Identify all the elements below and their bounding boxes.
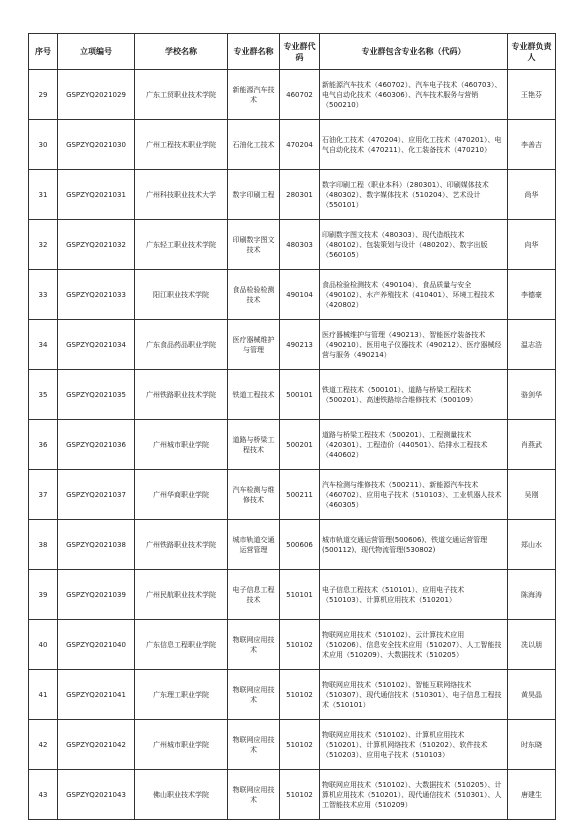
group-code: 490104 bbox=[280, 270, 320, 320]
project-id: GSPZYQ2021037 bbox=[58, 470, 135, 520]
row-number: 31 bbox=[29, 170, 58, 220]
group-name: 城市轨道交通运营管理 bbox=[228, 520, 280, 570]
project-id: GSPZYQ2021034 bbox=[58, 320, 135, 370]
project-id: GSPZYQ2021035 bbox=[58, 370, 135, 420]
majors-list: 数字印刷工程（职业本科）（280301）、印刷媒体技术（480302）、数字媒体技术（510204）、艺术设计（550101） bbox=[320, 170, 508, 220]
majors-list: 物联网应用技术（510102）、云计算技术应用（510206）、信息安全技术应用（510207）、人工智能技术应用（510209）、大数据技术（510205） bbox=[320, 620, 508, 670]
row-number: 37 bbox=[29, 470, 58, 520]
group-code: 490213 bbox=[280, 320, 320, 370]
row-number: 29 bbox=[29, 70, 58, 120]
group-leader: 陈海涛 bbox=[508, 570, 556, 620]
group-name: 石油化工技术 bbox=[228, 120, 280, 170]
group-leader: 向华 bbox=[508, 220, 556, 270]
header-majors: 专业群包含专业名称（代码） bbox=[320, 34, 508, 70]
group-name: 汽车检测与维修技术 bbox=[228, 470, 280, 520]
table-row bbox=[29, 320, 556, 370]
header-no: 序号 bbox=[29, 34, 58, 70]
row-number: 36 bbox=[29, 420, 58, 470]
group-leader: 李德豪 bbox=[508, 270, 556, 320]
school-name: 广州工程技术职业学院 bbox=[135, 120, 228, 170]
group-leader: 唐建生 bbox=[508, 770, 556, 820]
majors-list: 物联网应用技术（510102）、智能互联网络技术（510307）、现代通信技术（510301）、电子信息工程技术（510101） bbox=[320, 670, 508, 720]
project-id: GSPZYQ2021036 bbox=[58, 420, 135, 470]
table-row bbox=[29, 620, 556, 670]
group-name: 道路与桥梁工程技术 bbox=[228, 420, 280, 470]
group-code: 500211 bbox=[280, 470, 320, 520]
group-code: 510102 bbox=[280, 670, 320, 720]
project-id: GSPZYQ2021042 bbox=[58, 720, 135, 770]
school-name: 广东轻工职业技术学院 bbox=[135, 220, 228, 270]
majors-list: 物联网应用技术（510102）、计算机应用技术（510201）、计算机网络技术（510202）、软件技术（510203）、应用电子技术（510103） bbox=[320, 720, 508, 770]
group-code: 510102 bbox=[280, 770, 320, 820]
majors-list: 汽车检测与维修技术（500211）、新能源汽车技术（460702）、应用电子技术（510103）、工业机器人技术（460305） bbox=[320, 470, 508, 520]
table-row bbox=[29, 370, 556, 420]
group-code: 510102 bbox=[280, 720, 320, 770]
project-id: GSPZYQ2021030 bbox=[58, 120, 135, 170]
row-number: 42 bbox=[29, 720, 58, 770]
majors-list: 新能源汽车技术（460702）、汽车电子技术（460703）、电气自动化技术（460306）、汽车技术服务与营销（500210） bbox=[320, 70, 508, 120]
majors-list: 铁道工程技术（500101）、道路与桥梁工程技术（500201）、高速铁路综合维修技术（500109） bbox=[320, 370, 508, 420]
majors-list: 城市轨道交通运营管理(500606)、铁道交通运营管理(500112)、现代物流管理(530802) bbox=[320, 520, 508, 570]
row-number: 34 bbox=[29, 320, 58, 370]
group-code: 500101 bbox=[280, 370, 320, 420]
project-id: GSPZYQ2021041 bbox=[58, 670, 135, 720]
school-name: 广州铁路职业技术学院 bbox=[135, 370, 228, 420]
group-name: 物联网应用技术 bbox=[228, 620, 280, 670]
table-row bbox=[29, 570, 556, 620]
table-row bbox=[29, 420, 556, 470]
project-id: GSPZYQ2021031 bbox=[58, 170, 135, 220]
table-row bbox=[29, 120, 556, 170]
group-name: 物联网应用技术 bbox=[228, 670, 280, 720]
project-id: GSPZYQ2021029 bbox=[58, 70, 135, 120]
group-leader: 王艳芬 bbox=[508, 70, 556, 120]
group-code: 280301 bbox=[280, 170, 320, 220]
group-leader: 温志浩 bbox=[508, 320, 556, 370]
project-id: GSPZYQ2021039 bbox=[58, 570, 135, 620]
row-number: 38 bbox=[29, 520, 58, 570]
school-name: 广东理工职业学院 bbox=[135, 670, 228, 720]
school-name: 广州铁路职业技术学院 bbox=[135, 520, 228, 570]
majors-list: 石油化工技术（470204）、应用化工技术（470201）、电气自动化技术（470211）、化工装备技术（470210） bbox=[320, 120, 508, 170]
row-number: 30 bbox=[29, 120, 58, 170]
school-name: 广东信息工程职业学院 bbox=[135, 620, 228, 670]
school-name: 广州城市职业学院 bbox=[135, 720, 228, 770]
group-code: 460702 bbox=[280, 70, 320, 120]
project-id: GSPZYQ2021043 bbox=[58, 770, 135, 820]
row-number: 33 bbox=[29, 270, 58, 320]
majors-list: 电子信息工程技术（510101）、应用电子技术（510103）、计算机应用技术（510201） bbox=[320, 570, 508, 620]
row-number: 40 bbox=[29, 620, 58, 670]
group-leader: 骆剑华 bbox=[508, 370, 556, 420]
group-name: 数字印刷工程 bbox=[228, 170, 280, 220]
row-number: 32 bbox=[29, 220, 58, 270]
table-row bbox=[29, 270, 556, 320]
header-project-id: 立项编号 bbox=[58, 34, 135, 70]
majors-list: 医疗器械维护与管理（490213）、智能医疗装备技术（490210）、医用电子仪器技术（490212）、医疗器械经营与服务（490214） bbox=[320, 320, 508, 370]
project-id: GSPZYQ2021038 bbox=[58, 520, 135, 570]
group-code: 500606 bbox=[280, 520, 320, 570]
header-group-name: 专业群名称 bbox=[228, 34, 280, 70]
row-number: 43 bbox=[29, 770, 58, 820]
group-leader: 郑山水 bbox=[508, 520, 556, 570]
majors-list: 物联网应用技术（510102）、大数据技术（510205）、计算机应用技术（510201）、现代通信技术（510301）、人工智能技术应用（510209） bbox=[320, 770, 508, 820]
project-id: GSPZYQ2021032 bbox=[58, 220, 135, 270]
row-number: 35 bbox=[29, 370, 58, 420]
school-name: 广州华商职业学院 bbox=[135, 470, 228, 520]
table-row bbox=[29, 520, 556, 570]
school-name: 广州科技职业技术大学 bbox=[135, 170, 228, 220]
school-name: 广州城市职业学院 bbox=[135, 420, 228, 470]
group-code: 500201 bbox=[280, 420, 320, 470]
table-row bbox=[29, 220, 556, 270]
school-name: 广东食品药品职业学院 bbox=[135, 320, 228, 370]
header-group-code: 专业群代码 bbox=[280, 34, 320, 70]
group-leader: 黄昊晶 bbox=[508, 670, 556, 720]
group-name: 新能源汽车技术 bbox=[228, 70, 280, 120]
group-leader: 冼以朋 bbox=[508, 620, 556, 670]
school-name: 广东工贸职业技术学院 bbox=[135, 70, 228, 120]
header-school: 学校名称 bbox=[135, 34, 228, 70]
group-name: 铁道工程技术 bbox=[228, 370, 280, 420]
school-name: 广州民航职业技术学院 bbox=[135, 570, 228, 620]
group-leader: 肖燕武 bbox=[508, 420, 556, 470]
table-row bbox=[29, 670, 556, 720]
group-name: 医疗器械维护与管理 bbox=[228, 320, 280, 370]
majors-list: 道路与桥梁工程技术（500201）、工程测量技术（420301）、工程造价（440501）、给排水工程技术（440602） bbox=[320, 420, 508, 470]
group-code: 510101 bbox=[280, 570, 320, 620]
group-leader: 李善吉 bbox=[508, 120, 556, 170]
header-leader: 专业群负责人 bbox=[508, 34, 556, 70]
project-table bbox=[28, 33, 556, 820]
table-row bbox=[29, 70, 556, 120]
row-number: 41 bbox=[29, 670, 58, 720]
group-name: 物联网应用技术 bbox=[228, 720, 280, 770]
group-leader: 时东晓 bbox=[508, 720, 556, 770]
majors-list: 食品检验检测技术（490104）、食品质量与安全（490102）、水产养殖技术（410401）、环境工程技术（420802） bbox=[320, 270, 508, 320]
group-name: 物联网应用技术 bbox=[228, 770, 280, 820]
group-code: 470204 bbox=[280, 120, 320, 170]
group-name: 电子信息工程技术 bbox=[228, 570, 280, 620]
group-code: 480303 bbox=[280, 220, 320, 270]
group-code: 510102 bbox=[280, 620, 320, 670]
school-name: 阳江职业技术学院 bbox=[135, 270, 228, 320]
table-row bbox=[29, 720, 556, 770]
group-leader: 吴刚 bbox=[508, 470, 556, 520]
row-number: 39 bbox=[29, 570, 58, 620]
group-name: 食品检验检测技术 bbox=[228, 270, 280, 320]
table-row bbox=[29, 770, 556, 820]
project-id: GSPZYQ2021040 bbox=[58, 620, 135, 670]
table-row bbox=[29, 470, 556, 520]
table-row bbox=[29, 170, 556, 220]
majors-list: 印刷数字图文技术（480303）、现代造纸技术（480102）、包装策划与设计（480202）、数字出版（560105） bbox=[320, 220, 508, 270]
group-name: 印刷数字图文技术 bbox=[228, 220, 280, 270]
group-leader: 尚华 bbox=[508, 170, 556, 220]
project-id: GSPZYQ2021033 bbox=[58, 270, 135, 320]
school-name: 佛山职业技术学院 bbox=[135, 770, 228, 820]
header-row bbox=[29, 34, 556, 70]
